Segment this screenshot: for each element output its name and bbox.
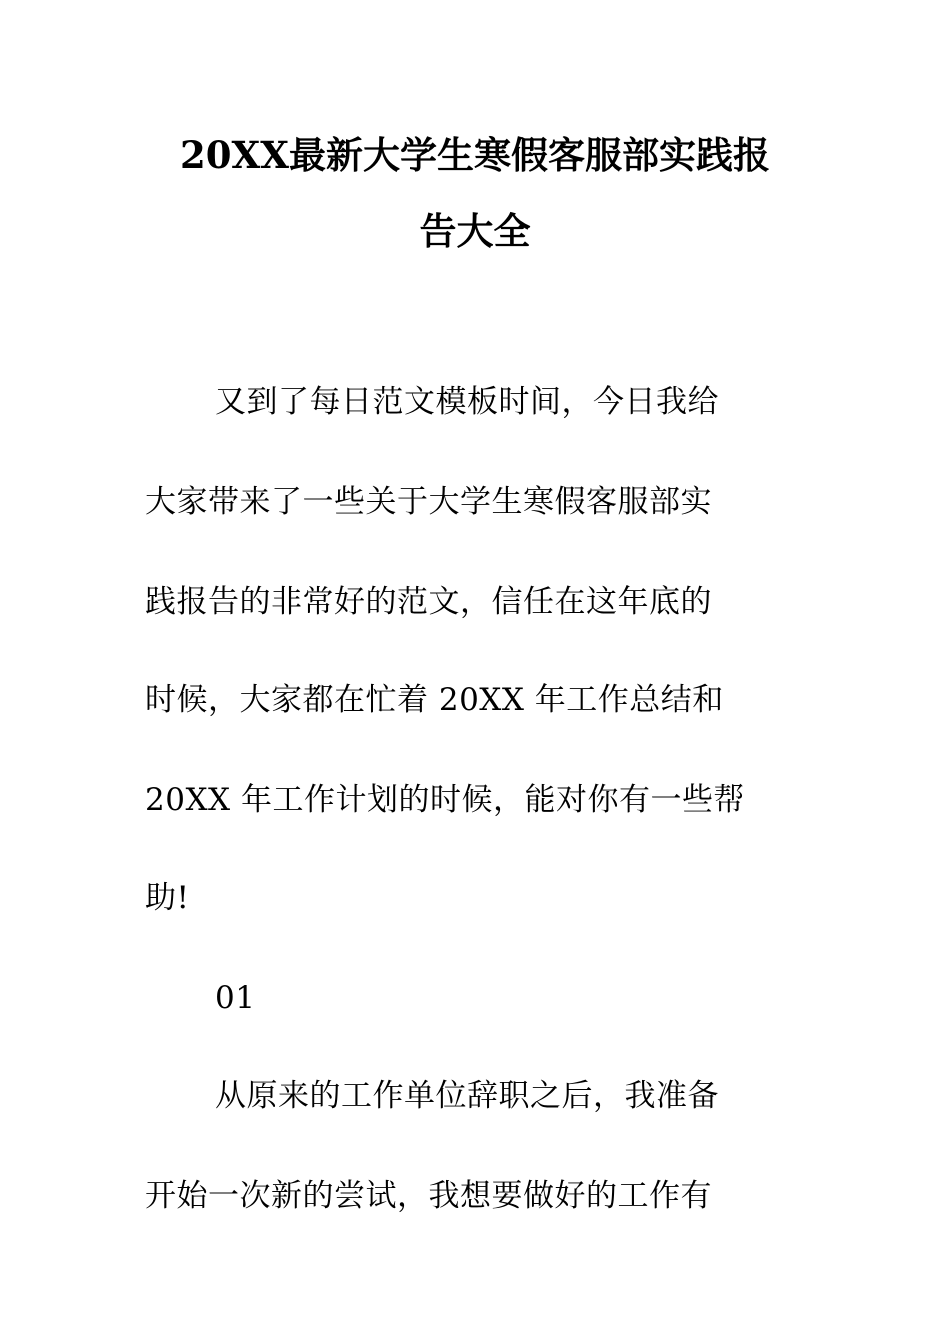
paragraph-1-line-2: 大家带来了一些关于大学生寒假客服部实 bbox=[145, 484, 712, 520]
document-title-line-2: 告大全 bbox=[419, 209, 531, 253]
paragraph-1-line-1: 又到了每日范文模板时间，今日我给 bbox=[215, 384, 719, 420]
paragraph-2-line-1: 从原来的工作单位辞职之后，我准备 bbox=[215, 1078, 719, 1114]
paragraph-1-line-6: 助! bbox=[145, 880, 190, 916]
section-number: 01 bbox=[215, 980, 256, 1016]
paragraph-2-line-2: 开始一次新的尝试，我想要做好的工作有 bbox=[145, 1178, 712, 1214]
document-title-line-1: 20XX最新大学生寒假客服部实践报 bbox=[180, 133, 770, 177]
paragraph-1-line-4: 时候，大家都在忙着 20XX 年工作总结和 bbox=[145, 682, 724, 718]
paragraph-1-line-3: 践报告的非常好的范文，信任在这年底的 bbox=[145, 584, 712, 620]
paragraph-1-line-5: 20XX 年工作计划的时候，能对你有一些帮 bbox=[145, 782, 745, 818]
